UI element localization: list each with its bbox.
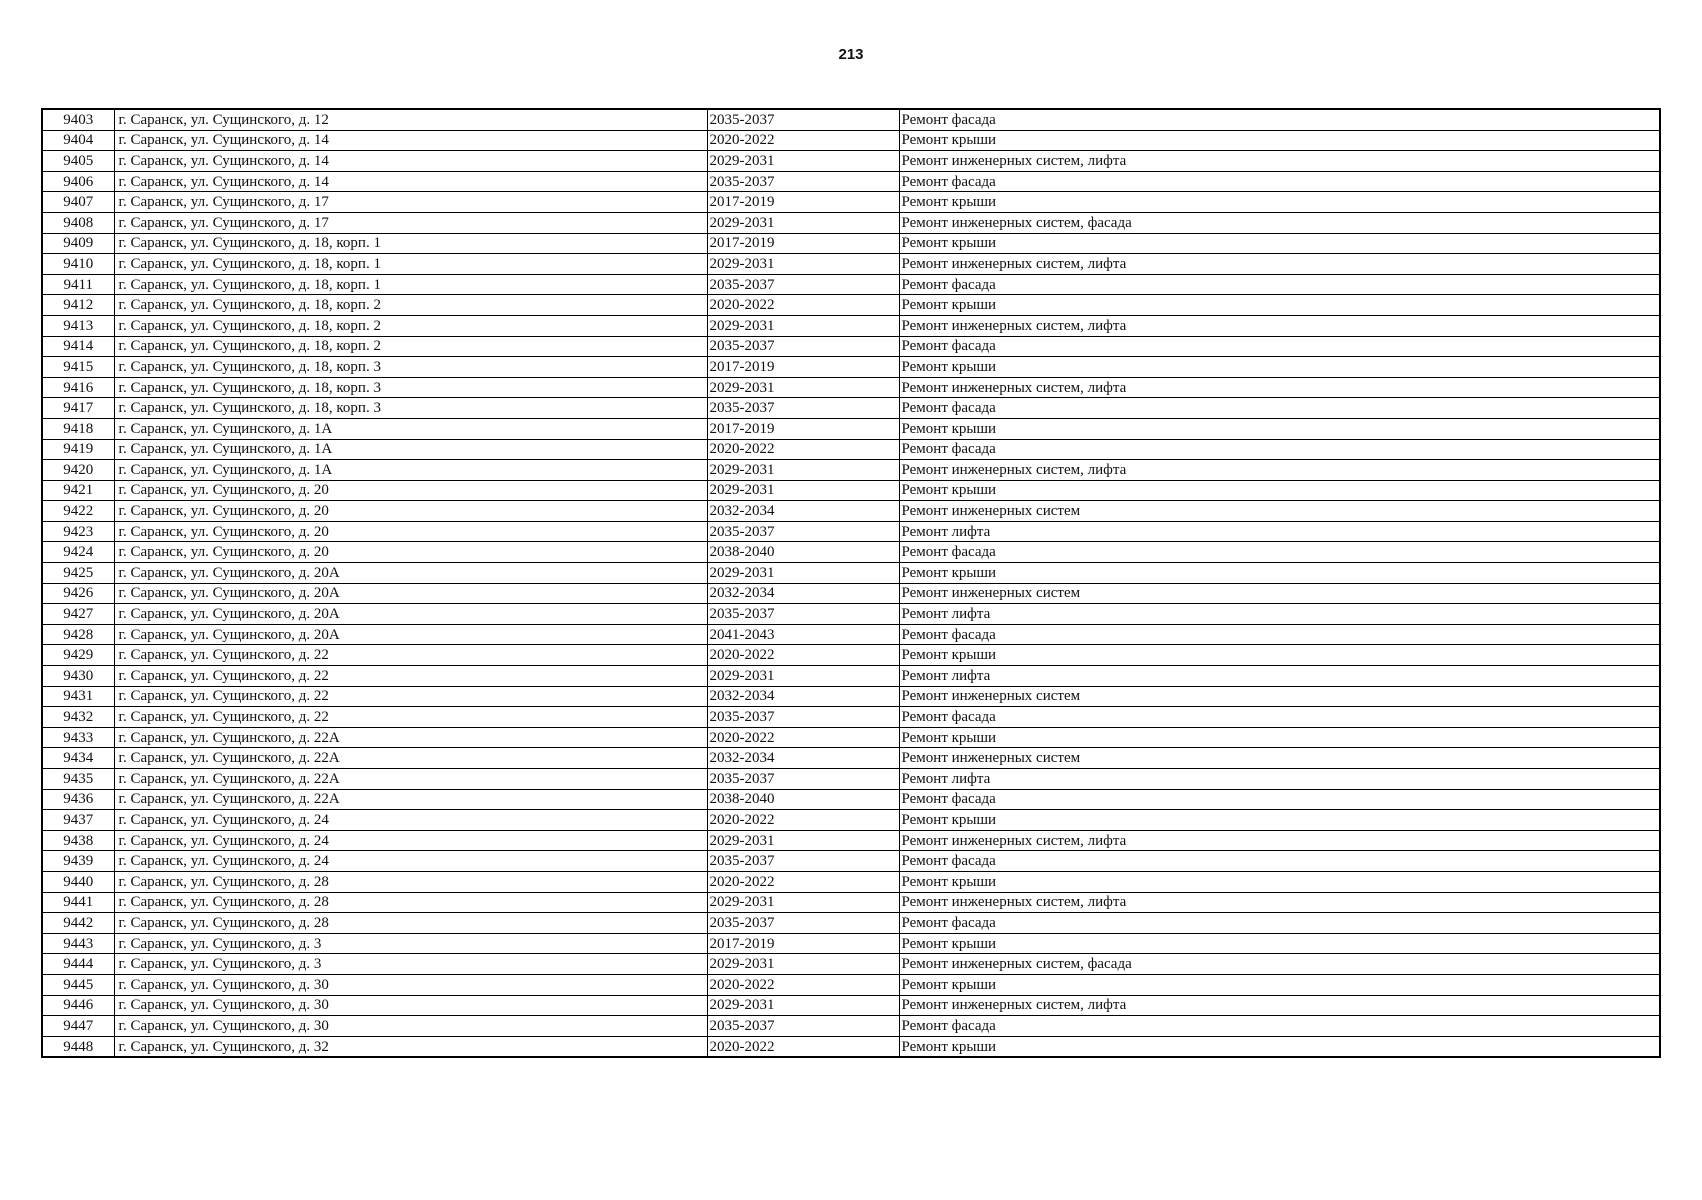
work-type-cell: Ремонт крыши (899, 810, 1660, 831)
address-cell: г. Саранск, ул. Сущинского, д. 28 (114, 871, 707, 892)
row-number-cell: 9441 (42, 892, 114, 913)
work-type-cell: Ремонт фасада (899, 336, 1660, 357)
table-row (42, 1036, 1660, 1057)
address-cell: г. Саранск, ул. Сущинского, д. 1А (114, 418, 707, 439)
period-cell: 2032-2034 (707, 501, 899, 522)
period-cell: 2035-2037 (707, 274, 899, 295)
work-type-cell: Ремонт крыши (899, 418, 1660, 439)
period-cell: 2029-2031 (707, 892, 899, 913)
address-cell: г. Саранск, ул. Сущинского, д. 17 (114, 192, 707, 213)
period-cell: 2017-2019 (707, 418, 899, 439)
row-number-cell: 9422 (42, 501, 114, 522)
row-number-cell: 9430 (42, 666, 114, 687)
row-number-cell: 9413 (42, 315, 114, 336)
address-cell: г. Саранск, ул. Сущинского, д. 12 (114, 109, 707, 130)
address-cell: г. Саранск, ул. Сущинского, д. 20 (114, 480, 707, 501)
address-cell: г. Саранск, ул. Сущинского, д. 18, корп. 3 (114, 398, 707, 419)
row-number-cell: 9442 (42, 913, 114, 934)
table-row (42, 192, 1660, 213)
table-row (42, 501, 1660, 522)
address-cell: г. Саранск, ул. Сущинского, д. 1А (114, 439, 707, 460)
address-cell: г. Саранск, ул. Сущинского, д. 18, корп. 2 (114, 315, 707, 336)
work-type-cell: Ремонт инженерных систем, лифта (899, 830, 1660, 851)
address-cell: г. Саранск, ул. Сущинского, д. 18, корп. 3 (114, 377, 707, 398)
table-row (42, 645, 1660, 666)
table-row (42, 871, 1660, 892)
table-body (42, 109, 1660, 1057)
work-type-cell: Ремонт фасада (899, 789, 1660, 810)
address-cell: г. Саранск, ул. Сущинского, д. 32 (114, 1036, 707, 1057)
period-cell: 2029-2031 (707, 830, 899, 851)
address-cell: г. Саранск, ул. Сущинского, д. 20А (114, 563, 707, 584)
table-row (42, 583, 1660, 604)
period-cell: 2020-2022 (707, 974, 899, 995)
row-number-cell: 9448 (42, 1036, 114, 1057)
work-type-cell: Ремонт фасада (899, 542, 1660, 563)
address-cell: г. Саранск, ул. Сущинского, д. 20А (114, 604, 707, 625)
period-cell: 2017-2019 (707, 192, 899, 213)
row-number-cell: 9428 (42, 624, 114, 645)
work-type-cell: Ремонт инженерных систем, фасада (899, 212, 1660, 233)
work-type-cell: Ремонт лифта (899, 666, 1660, 687)
table-row (42, 418, 1660, 439)
row-number-cell: 9407 (42, 192, 114, 213)
period-cell: 2029-2031 (707, 563, 899, 584)
table-row (42, 789, 1660, 810)
work-type-cell: Ремонт инженерных систем (899, 686, 1660, 707)
row-number-cell: 9445 (42, 974, 114, 995)
table-row (42, 315, 1660, 336)
row-number-cell: 9425 (42, 563, 114, 584)
address-cell: г. Саранск, ул. Сущинского, д. 30 (114, 974, 707, 995)
work-type-cell: Ремонт фасада (899, 913, 1660, 934)
table-row (42, 769, 1660, 790)
period-cell: 2029-2031 (707, 480, 899, 501)
work-type-cell: Ремонт фасада (899, 707, 1660, 728)
work-type-cell: Ремонт фасада (899, 171, 1660, 192)
table-row (42, 254, 1660, 275)
period-cell: 2035-2037 (707, 109, 899, 130)
address-cell: г. Саранск, ул. Сущинского, д. 22 (114, 707, 707, 728)
row-number-cell: 9409 (42, 233, 114, 254)
row-number-cell: 9414 (42, 336, 114, 357)
row-number-cell: 9419 (42, 439, 114, 460)
work-type-cell: Ремонт инженерных систем, лифта (899, 254, 1660, 275)
table-row (42, 748, 1660, 769)
table-row (42, 151, 1660, 172)
period-cell: 2035-2037 (707, 913, 899, 934)
address-cell: г. Саранск, ул. Сущинского, д. 18, корп. 2 (114, 295, 707, 316)
table-row (42, 1016, 1660, 1037)
work-type-cell: Ремонт крыши (899, 357, 1660, 378)
work-type-cell: Ремонт крыши (899, 130, 1660, 151)
row-number-cell: 9423 (42, 521, 114, 542)
table-row (42, 171, 1660, 192)
row-number-cell: 9405 (42, 151, 114, 172)
period-cell: 2020-2022 (707, 810, 899, 831)
address-cell: г. Саранск, ул. Сущинского, д. 20 (114, 521, 707, 542)
work-type-cell: Ремонт фасада (899, 274, 1660, 295)
address-cell: г. Саранск, ул. Сущинского, д. 22А (114, 769, 707, 790)
row-number-cell: 9420 (42, 460, 114, 481)
table-row (42, 295, 1660, 316)
row-number-cell: 9436 (42, 789, 114, 810)
period-cell: 2029-2031 (707, 254, 899, 275)
address-cell: г. Саранск, ул. Сущинского, д. 20А (114, 583, 707, 604)
address-cell: г. Саранск, ул. Сущинского, д. 24 (114, 830, 707, 851)
address-cell: г. Саранск, ул. Сущинского, д. 14 (114, 151, 707, 172)
row-number-cell: 9404 (42, 130, 114, 151)
address-cell: г. Саранск, ул. Сущинского, д. 22А (114, 789, 707, 810)
period-cell: 2020-2022 (707, 645, 899, 666)
table-row (42, 460, 1660, 481)
address-cell: г. Саранск, ул. Сущинского, д. 30 (114, 995, 707, 1016)
table-row (42, 274, 1660, 295)
period-cell: 2029-2031 (707, 666, 899, 687)
period-cell: 2035-2037 (707, 398, 899, 419)
table-row (42, 954, 1660, 975)
address-cell: г. Саранск, ул. Сущинского, д. 20 (114, 542, 707, 563)
table-row (42, 810, 1660, 831)
row-number-cell: 9443 (42, 933, 114, 954)
work-type-cell: Ремонт лифта (899, 604, 1660, 625)
address-cell: г. Саранск, ул. Сущинского, д. 3 (114, 954, 707, 975)
address-cell: г. Саранск, ул. Сущинского, д. 22 (114, 645, 707, 666)
period-cell: 2035-2037 (707, 336, 899, 357)
work-type-cell: Ремонт инженерных систем, лифта (899, 995, 1660, 1016)
table-row (42, 109, 1660, 130)
period-cell: 2035-2037 (707, 604, 899, 625)
work-type-cell: Ремонт инженерных систем, лифта (899, 151, 1660, 172)
address-cell: г. Саранск, ул. Сущинского, д. 18, корп. 1 (114, 274, 707, 295)
work-type-cell: Ремонт крыши (899, 871, 1660, 892)
row-number-cell: 9427 (42, 604, 114, 625)
period-cell: 2020-2022 (707, 1036, 899, 1057)
address-cell: г. Саранск, ул. Сущинского, д. 1А (114, 460, 707, 481)
table-row (42, 521, 1660, 542)
repair-schedule-table (41, 108, 1661, 1058)
table-row (42, 933, 1660, 954)
period-cell: 2038-2040 (707, 789, 899, 810)
period-cell: 2029-2031 (707, 377, 899, 398)
work-type-cell: Ремонт инженерных систем (899, 501, 1660, 522)
address-cell: г. Саранск, ул. Сущинского, д. 18, корп. 2 (114, 336, 707, 357)
work-type-cell: Ремонт инженерных систем (899, 748, 1660, 769)
row-number-cell: 9432 (42, 707, 114, 728)
row-number-cell: 9435 (42, 769, 114, 790)
period-cell: 2035-2037 (707, 1016, 899, 1037)
period-cell: 2041-2043 (707, 624, 899, 645)
period-cell: 2020-2022 (707, 439, 899, 460)
period-cell: 2029-2031 (707, 995, 899, 1016)
table-row (42, 686, 1660, 707)
period-cell: 2029-2031 (707, 151, 899, 172)
address-cell: г. Саранск, ул. Сущинского, д. 14 (114, 130, 707, 151)
address-cell: г. Саранск, ул. Сущинского, д. 18, корп. 1 (114, 254, 707, 275)
row-number-cell: 9433 (42, 727, 114, 748)
work-type-cell: Ремонт крыши (899, 933, 1660, 954)
work-type-cell: Ремонт крыши (899, 233, 1660, 254)
table-row (42, 624, 1660, 645)
table-row (42, 892, 1660, 913)
work-type-cell: Ремонт фасада (899, 624, 1660, 645)
table-row (42, 480, 1660, 501)
period-cell: 2017-2019 (707, 233, 899, 254)
address-cell: г. Саранск, ул. Сущинского, д. 28 (114, 913, 707, 934)
row-number-cell: 9446 (42, 995, 114, 1016)
table-row (42, 563, 1660, 584)
row-number-cell: 9415 (42, 357, 114, 378)
table-row (42, 542, 1660, 563)
period-cell: 2038-2040 (707, 542, 899, 563)
work-type-cell: Ремонт инженерных систем (899, 583, 1660, 604)
table-row (42, 212, 1660, 233)
row-number-cell: 9437 (42, 810, 114, 831)
table-row (42, 913, 1660, 934)
table-row (42, 666, 1660, 687)
period-cell: 2029-2031 (707, 315, 899, 336)
work-type-cell: Ремонт фасада (899, 439, 1660, 460)
table-row (42, 830, 1660, 851)
table-row (42, 727, 1660, 748)
row-number-cell: 9439 (42, 851, 114, 872)
address-cell: г. Саранск, ул. Сущинского, д. 14 (114, 171, 707, 192)
period-cell: 2035-2037 (707, 521, 899, 542)
table-row (42, 233, 1660, 254)
period-cell: 2035-2037 (707, 851, 899, 872)
address-cell: г. Саранск, ул. Сущинского, д. 22А (114, 727, 707, 748)
table-row (42, 851, 1660, 872)
table-row (42, 398, 1660, 419)
period-cell: 2032-2034 (707, 583, 899, 604)
address-cell: г. Саранск, ул. Сущинского, д. 28 (114, 892, 707, 913)
work-type-cell: Ремонт крыши (899, 727, 1660, 748)
address-cell: г. Саранск, ул. Сущинского, д. 20А (114, 624, 707, 645)
row-number-cell: 9417 (42, 398, 114, 419)
table-row (42, 357, 1660, 378)
row-number-cell: 9447 (42, 1016, 114, 1037)
address-cell: г. Саранск, ул. Сущинского, д. 18, корп. 1 (114, 233, 707, 254)
work-type-cell: Ремонт лифта (899, 521, 1660, 542)
table-row (42, 130, 1660, 151)
work-type-cell: Ремонт инженерных систем, лифта (899, 892, 1660, 913)
work-type-cell: Ремонт крыши (899, 563, 1660, 584)
period-cell: 2020-2022 (707, 130, 899, 151)
address-cell: г. Саранск, ул. Сущинского, д. 20 (114, 501, 707, 522)
table-row (42, 439, 1660, 460)
table-row (42, 995, 1660, 1016)
address-cell: г. Саранск, ул. Сущинского, д. 17 (114, 212, 707, 233)
address-cell: г. Саранск, ул. Сущинского, д. 3 (114, 933, 707, 954)
table-row (42, 604, 1660, 625)
table-row (42, 974, 1660, 995)
address-cell: г. Саранск, ул. Сущинского, д. 18, корп. 3 (114, 357, 707, 378)
work-type-cell: Ремонт инженерных систем, лифта (899, 377, 1660, 398)
work-type-cell: Ремонт крыши (899, 645, 1660, 666)
row-number-cell: 9429 (42, 645, 114, 666)
row-number-cell: 9440 (42, 871, 114, 892)
work-type-cell: Ремонт инженерных систем, лифта (899, 315, 1660, 336)
row-number-cell: 9416 (42, 377, 114, 398)
row-number-cell: 9434 (42, 748, 114, 769)
row-number-cell: 9424 (42, 542, 114, 563)
table-row (42, 707, 1660, 728)
page-number: 213 (838, 46, 864, 63)
work-type-cell: Ремонт крыши (899, 1036, 1660, 1057)
work-type-cell: Ремонт фасада (899, 851, 1660, 872)
row-number-cell: 9421 (42, 480, 114, 501)
period-cell: 2032-2034 (707, 748, 899, 769)
period-cell: 2017-2019 (707, 933, 899, 954)
address-cell: г. Саранск, ул. Сущинского, д. 22А (114, 748, 707, 769)
work-type-cell: Ремонт лифта (899, 769, 1660, 790)
work-type-cell: Ремонт фасада (899, 1016, 1660, 1037)
row-number-cell: 9406 (42, 171, 114, 192)
row-number-cell: 9426 (42, 583, 114, 604)
period-cell: 2017-2019 (707, 357, 899, 378)
work-type-cell: Ремонт крыши (899, 192, 1660, 213)
row-number-cell: 9444 (42, 954, 114, 975)
row-number-cell: 9411 (42, 274, 114, 295)
row-number-cell: 9431 (42, 686, 114, 707)
row-number-cell: 9438 (42, 830, 114, 851)
row-number-cell: 9418 (42, 418, 114, 439)
period-cell: 2035-2037 (707, 171, 899, 192)
period-cell: 2020-2022 (707, 727, 899, 748)
period-cell: 2020-2022 (707, 871, 899, 892)
work-type-cell: Ремонт крыши (899, 480, 1660, 501)
period-cell: 2029-2031 (707, 954, 899, 975)
row-number-cell: 9410 (42, 254, 114, 275)
period-cell: 2029-2031 (707, 212, 899, 233)
period-cell: 2035-2037 (707, 707, 899, 728)
row-number-cell: 9408 (42, 212, 114, 233)
address-cell: г. Саранск, ул. Сущинского, д. 24 (114, 810, 707, 831)
table-row (42, 377, 1660, 398)
work-type-cell: Ремонт фасада (899, 398, 1660, 419)
period-cell: 2020-2022 (707, 295, 899, 316)
address-cell: г. Саранск, ул. Сущинского, д. 24 (114, 851, 707, 872)
address-cell: г. Саранск, ул. Сущинского, д. 22 (114, 666, 707, 687)
table-row (42, 336, 1660, 357)
work-type-cell: Ремонт крыши (899, 295, 1660, 316)
row-number-cell: 9412 (42, 295, 114, 316)
address-cell: г. Саранск, ул. Сущинского, д. 30 (114, 1016, 707, 1037)
address-cell: г. Саранск, ул. Сущинского, д. 22 (114, 686, 707, 707)
work-type-cell: Ремонт фасада (899, 109, 1660, 130)
work-type-cell: Ремонт крыши (899, 974, 1660, 995)
period-cell: 2035-2037 (707, 769, 899, 790)
work-type-cell: Ремонт инженерных систем, лифта (899, 460, 1660, 481)
row-number-cell: 9403 (42, 109, 114, 130)
period-cell: 2032-2034 (707, 686, 899, 707)
work-type-cell: Ремонт инженерных систем, фасада (899, 954, 1660, 975)
period-cell: 2029-2031 (707, 460, 899, 481)
